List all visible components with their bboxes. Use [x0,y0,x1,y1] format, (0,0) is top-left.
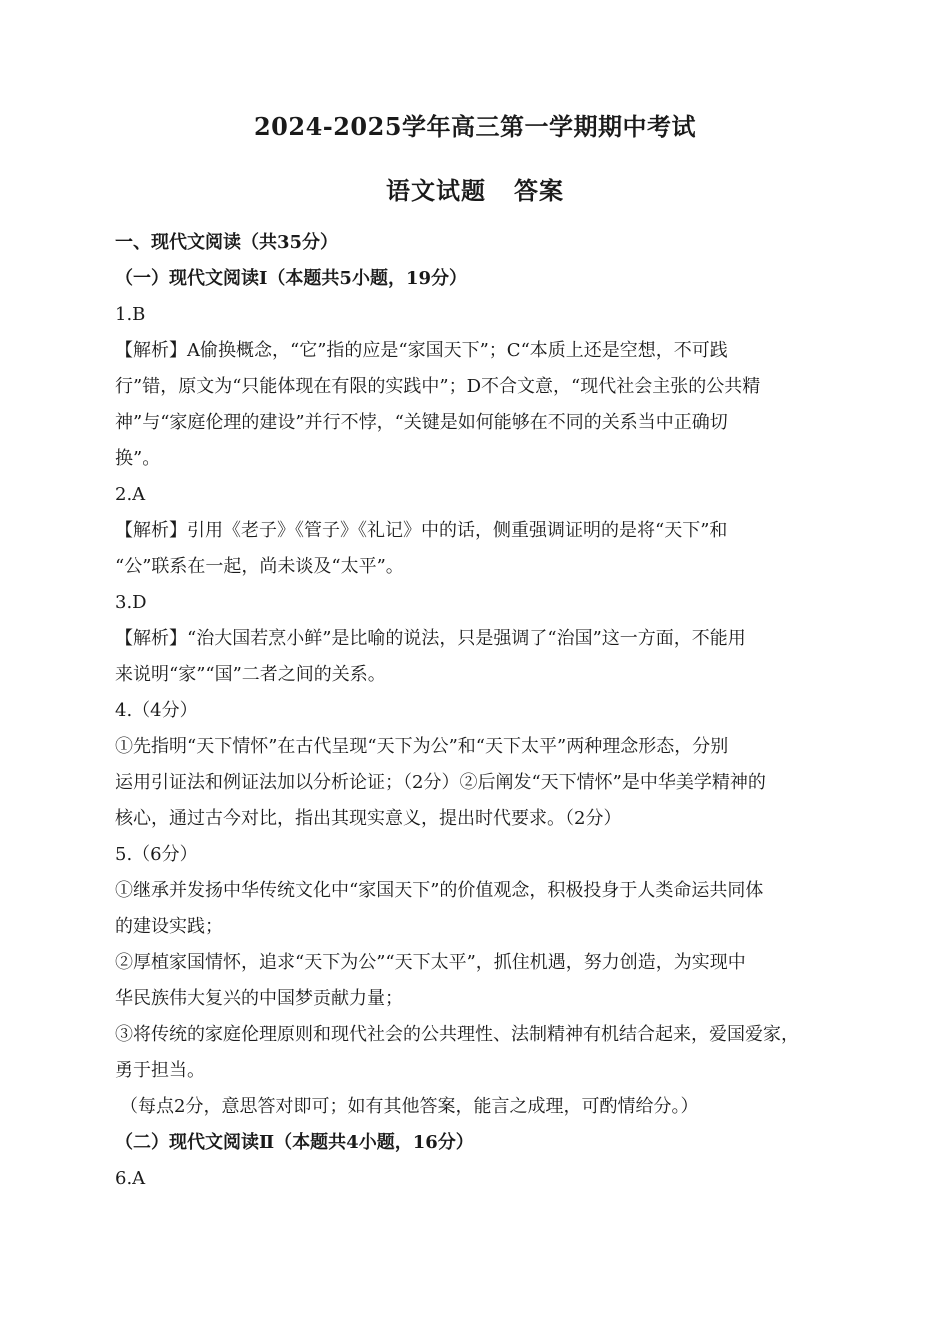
answer-line: 华民族伟大复兴的中国梦贡献力量； [115,988,403,1009]
answer-line: 5.（6分） [115,844,198,865]
answer-line: 【解析】“治大国若烹小鲜”是比喻的说法，只是强调了“治国”这一方面，不能用 [115,628,746,649]
answer-line: 来说明“家”“国”二者之间的关系。 [115,664,386,685]
subtitle-answer: 答案 [514,176,564,205]
exam-title: 2024-2025学年高三第一学期期中考试 [253,112,697,141]
answer-line: 4.（4分） [115,700,198,721]
subtitle-subject: 语文试题 [386,176,486,205]
answer-line: ②厚植家国情怀，追求“天下为公”“天下太平”，抓住机遇，努力创造，为实现中 [115,952,746,973]
answer-line: 的建设实践； [115,916,223,937]
answer-line: 勇于担当。 [115,1060,205,1081]
answer-line: 6.A [115,1168,146,1189]
answer-line: 行”错，原文为“只能体现在有限的实践中”；D不合文意，“现代社会主张的公共精 [115,376,761,397]
section-heading: 一、现代文阅读（共35分） [115,232,339,253]
answer-line: 核心，通过古今对比，指出其现实意义，提出时代要求。（2分） [115,808,622,829]
subsection-heading: （二）现代文阅读Ⅱ（本题共4小题，16分） [115,1132,474,1153]
answer-line: 换”。 [115,448,161,469]
answer-line: 神”与“家庭伦理的建设”并行不悖，“关键是如何能够在不同的关系当中正确切 [115,412,728,433]
answer-line: 1.B [115,304,146,325]
answer-line: 【解析】引用《老子》《管子》《礼记》中的话，侧重强调证明的是将“天下”和 [115,520,728,541]
answer-line: 3.D [115,592,147,613]
answer-line: ①先指明“天下情怀”在古代呈现“天下为公”和“天下太平”两种理念形态，分别 [115,736,729,757]
answer-line: 2.A [115,484,146,505]
answer-line: 【解析】A偷换概念，“它”指的应是“家国天下”；C“本质上还是空想，不可践 [115,340,728,361]
subsection-heading: （一）现代文阅读Ⅰ（本题共5小题，19分） [115,268,467,289]
scoring-note: （每点2分，意思答对即可；如有其他答案，能言之成理，可酌情给分。） [120,1096,699,1117]
exam-subtitle [0,175,950,207]
answer-line: 运用引证法和例证法加以分析论证；（2分）②后阐发“天下情怀”是中华美学精神的 [115,772,766,793]
answer-line: ③将传统的家庭伦理原则和现代社会的公共理性、法制精神有机结合起来，爱国爱家， [115,1024,799,1045]
answer-line: ①继承并发扬中华传统文化中“家国天下”的价值观念，积极投身于人类命运共同体 [115,880,764,901]
answer-line: “公”联系在一起，尚未谈及“太平”。 [115,556,404,577]
